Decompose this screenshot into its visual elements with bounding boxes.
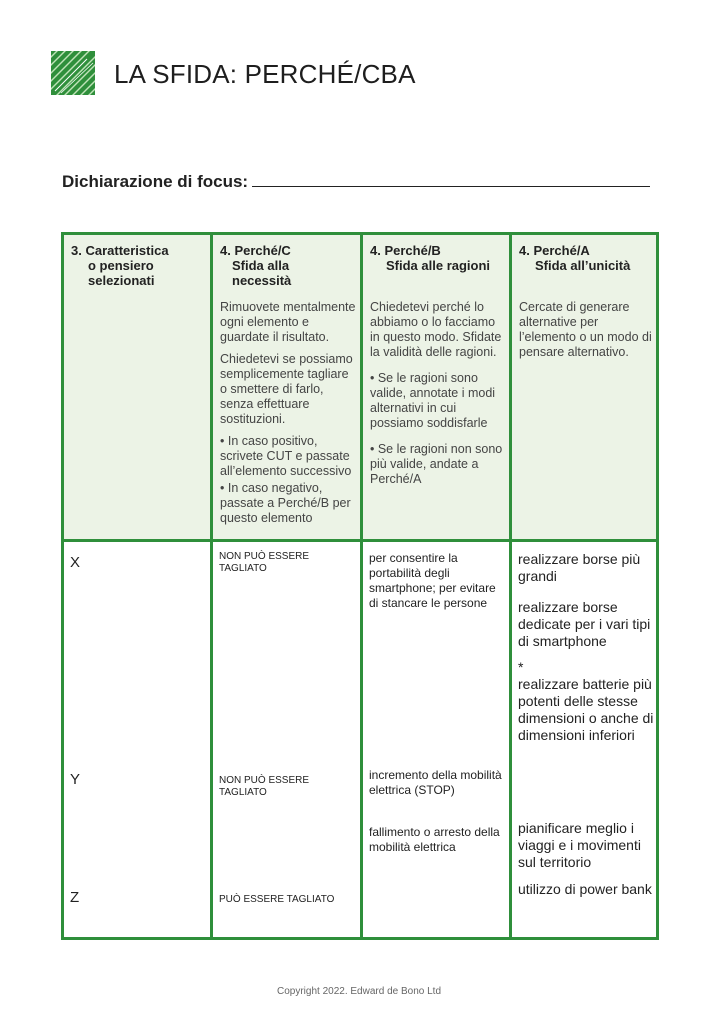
header-why-c (220, 243, 356, 533)
column-title-line: selezionati (88, 273, 155, 288)
cut-decision: NON PUÒ ESSERE TAGLIATO (219, 775, 310, 798)
column-title-line: necessità (232, 273, 292, 288)
page-title: LA SFIDA: PERCHÉ/CBA (114, 59, 416, 89)
instruction-text: Chiedetevi se possiamo semplicemente tagliare o smettere di farlo, senza effettuare sostituzioni. (220, 352, 353, 426)
row-label-y: Y (70, 771, 81, 788)
header-selected-feature (71, 243, 206, 288)
instruction-text: • Se le ragioni non sono più valide, andate a Perché/A (370, 442, 503, 486)
alternative-entry: realizzare borse dedicate per i vari tipi di smartphone (518, 599, 651, 649)
column-title-line: o pensiero (88, 258, 154, 273)
header-why-a (519, 243, 653, 367)
column-title-line: Sfida alle ragioni (386, 258, 491, 273)
instruction-text: • In caso positivo, scrivete CUT e passate all’elemento successivo (220, 434, 352, 478)
focus-statement-field[interactable] (252, 186, 650, 187)
alternative-entry: utilizzo di power bank (518, 881, 652, 897)
column-title-line: 4. Perché/C (220, 243, 291, 258)
cut-decision: PUÒ ESSERE TAGLIATO (219, 894, 335, 905)
column-title-line: Sfida all’unicità (535, 258, 631, 273)
reason-entry: incremento della mobilità elettrica (STOP) (369, 768, 502, 797)
header-why-b (370, 243, 504, 494)
instruction-text: • In caso negativo, passate a Perché/B per questo elemento (220, 481, 351, 525)
column-title-line: Sfida alla (232, 258, 290, 273)
copyright-footer: Copyright 2022. Edward de Bono Ltd (277, 986, 441, 997)
reason-entry: per consentire la portabilità degli smartphone; per evitare di stancare le persone (369, 551, 496, 610)
column-divider (210, 235, 213, 937)
column-title-line: 3. Caratteristica (71, 243, 169, 258)
alternative-entry: pianificare meglio i viaggi e i movimenti sul territorio (518, 820, 641, 870)
instruction-text: • Se le ragioni sono valide, annotate i modi alternativi in cui possiamo soddisfarle (370, 371, 496, 430)
column-divider (509, 235, 512, 937)
alternative-entry: realizzare batterie più potenti delle stesse dimensioni o anche di dimensioni inferiori (518, 676, 654, 743)
row-label-x: X (70, 554, 81, 571)
green-hatched-square-logo-icon (51, 51, 95, 95)
alternative-marker: * (518, 659, 524, 675)
column-divider (360, 235, 363, 937)
alternative-entry: realizzare borse più grandi (518, 551, 641, 584)
instruction-text: Rimuovete mentalmente ogni elemento e guardate il risultato. (220, 300, 356, 344)
instruction-text: Cercate di generare alternative per l’elemento o un modo di pensare alternativo. (519, 300, 652, 359)
focus-statement-label: Dichiarazione di focus: (62, 172, 249, 191)
reason-entry: fallimento o arresto della mobilità elettrica (369, 825, 500, 854)
column-title-line: 4. Perché/A (519, 243, 590, 258)
column-instructions (519, 300, 653, 360)
cut-decision: NON PUÒ ESSERE TAGLIATO (219, 551, 310, 574)
instruction-text: Chiedetevi perché lo abbiamo o lo facciamo in questo modo. Sfidate la validità delle ragioni. (370, 300, 502, 359)
column-instructions (220, 300, 356, 526)
challenge-table (61, 232, 659, 940)
header-divider (64, 539, 656, 542)
column-instructions (370, 300, 504, 487)
row-label-z: Z (70, 889, 80, 906)
column-title-line: 4. Perché/B (370, 243, 441, 258)
